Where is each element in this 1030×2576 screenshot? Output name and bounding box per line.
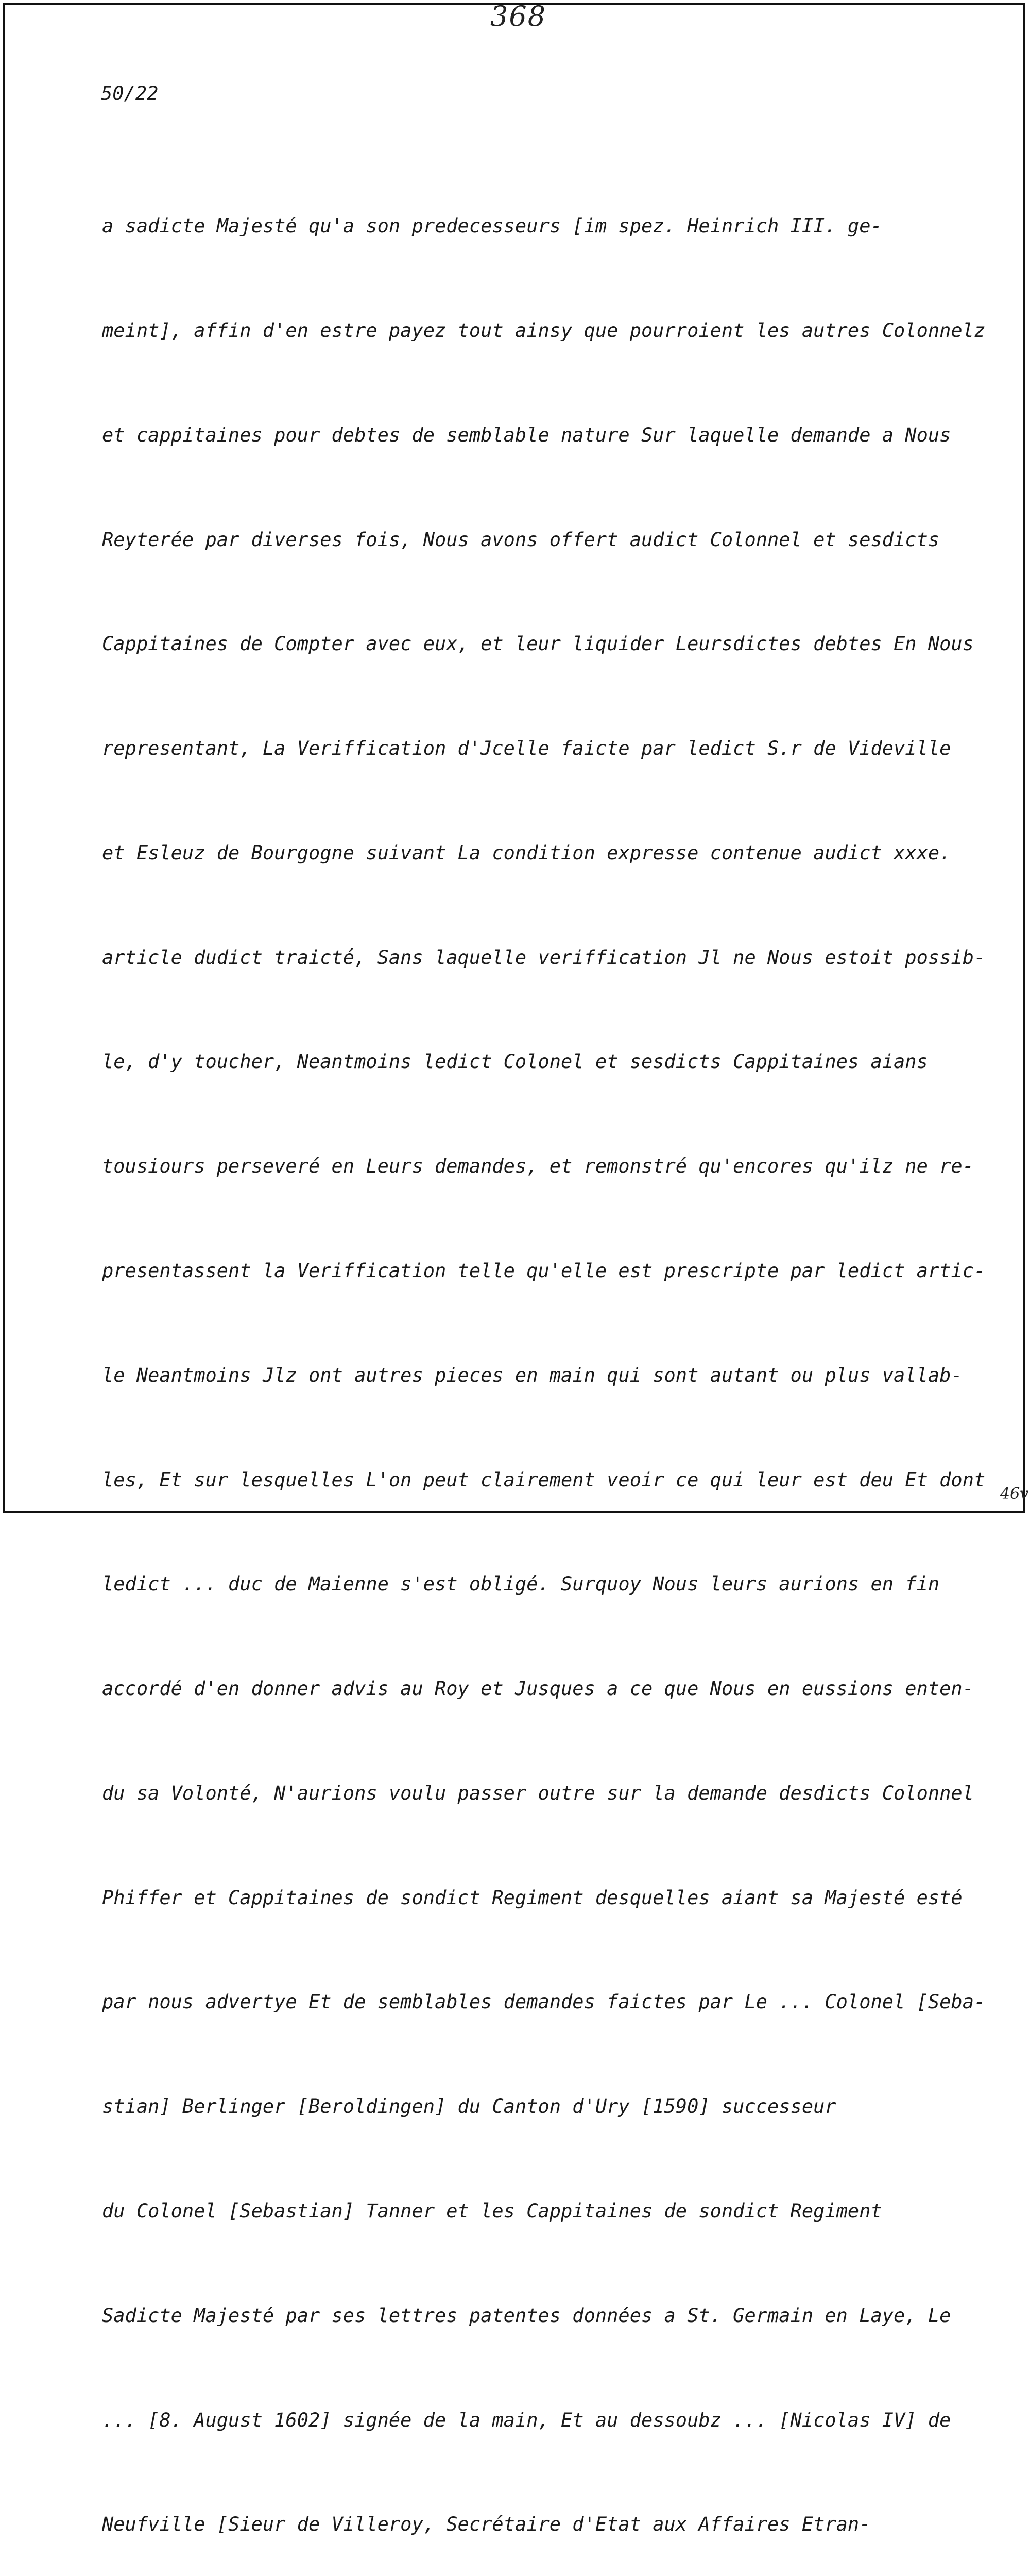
text-line: du Colonel [Sebastian] Tanner et les Cappitaines de sondict Regiment [102,2200,882,2223]
text-line: representant, La Veriffication d'Jcelle faicte par ledict S.r de Videville [102,737,951,760]
text-line: ... [8. August 1602] signée de la main, Et au dessoubz ... [Nicolas IV] de [102,2409,951,2431]
text-line: Cappitaines de Compter avec eux, et leur liquider Leursdictes debtes En Nous [102,633,974,655]
text-line: accordé d'en donner advis au Roy et Jusques a ce que Nous en eussions enten- [102,1677,974,1700]
text-line: article dudict traicté, Sans laquelle veriffication Jl ne Nous estoit possib- [102,946,986,969]
text-line: les, Et sur lesquelles L'on peut clairement veoir ce qui leur est deu Et dont [102,1468,986,1491]
text-line: du sa Volonté, N'aurions voulu passer outre sur la demande desdicts Colonnel [102,1782,974,1804]
text-line: a sadicte Majesté qu'a son predecesseurs [im spez. Heinrich III. ge- [102,215,882,238]
text-line: stian] Berlinger [Beroldingen] du Canton d'Ury [1590] successeur [102,2095,836,2118]
text-line: Reyterée par diverses fois, Nous avons offert audict Colonnel et sesdicts [102,528,940,551]
text-line: Phiffer et Cappitaines de sondict Regiment desquelles aiant sa Majesté esté [102,1886,963,1909]
text-line: presentassent la Veriffication telle qu'elle est prescripte par ledict artic- [102,1260,986,1282]
folio-number-bottom: 46v [1000,1485,1029,1503]
text-line: tousiours perseveré en Leurs demandes, et remonstré qu'encores qu'ilz ne re- [102,1155,974,1178]
text-line: et Esleuz de Bourgogne suivant La condition expresse contenue audict xxxe. [102,841,951,864]
text-line: le Neantmoins Jlz ont autres pieces en main qui sont autant ou plus vallab- [102,1364,963,1386]
text-line: par nous advertye Et de semblables demandes faictes par Le ... Colonel [Seba- [102,1991,986,2013]
text-line: meint], affin d'en estre payez tout ainsy que pourroient les autres Colonnelz [102,319,986,342]
body-text [102,139,986,2576]
text-line: ledict ... duc de Maienne s'est obligé. Surquoy Nous leurs aurions en fin [102,1573,940,1596]
folio-number-top: 368 [490,0,547,32]
text-line: le, d'y toucher, Neantmoins ledict Colonel et sesdicts Cappitaines aians [102,1050,928,1073]
text-line: et cappitaines pour debtes de semblable nature Sur laquelle demande a Nous [102,423,951,446]
text-line: Neufville [Sieur de Villeroy, Secrétaire d'Etat aux Affaires Etran- [102,2513,871,2536]
document-reference: 50/22 [101,82,159,105]
text-line: Sadicte Majesté par ses lettres patentes données a St. Germain en Laye, Le [102,2304,951,2327]
